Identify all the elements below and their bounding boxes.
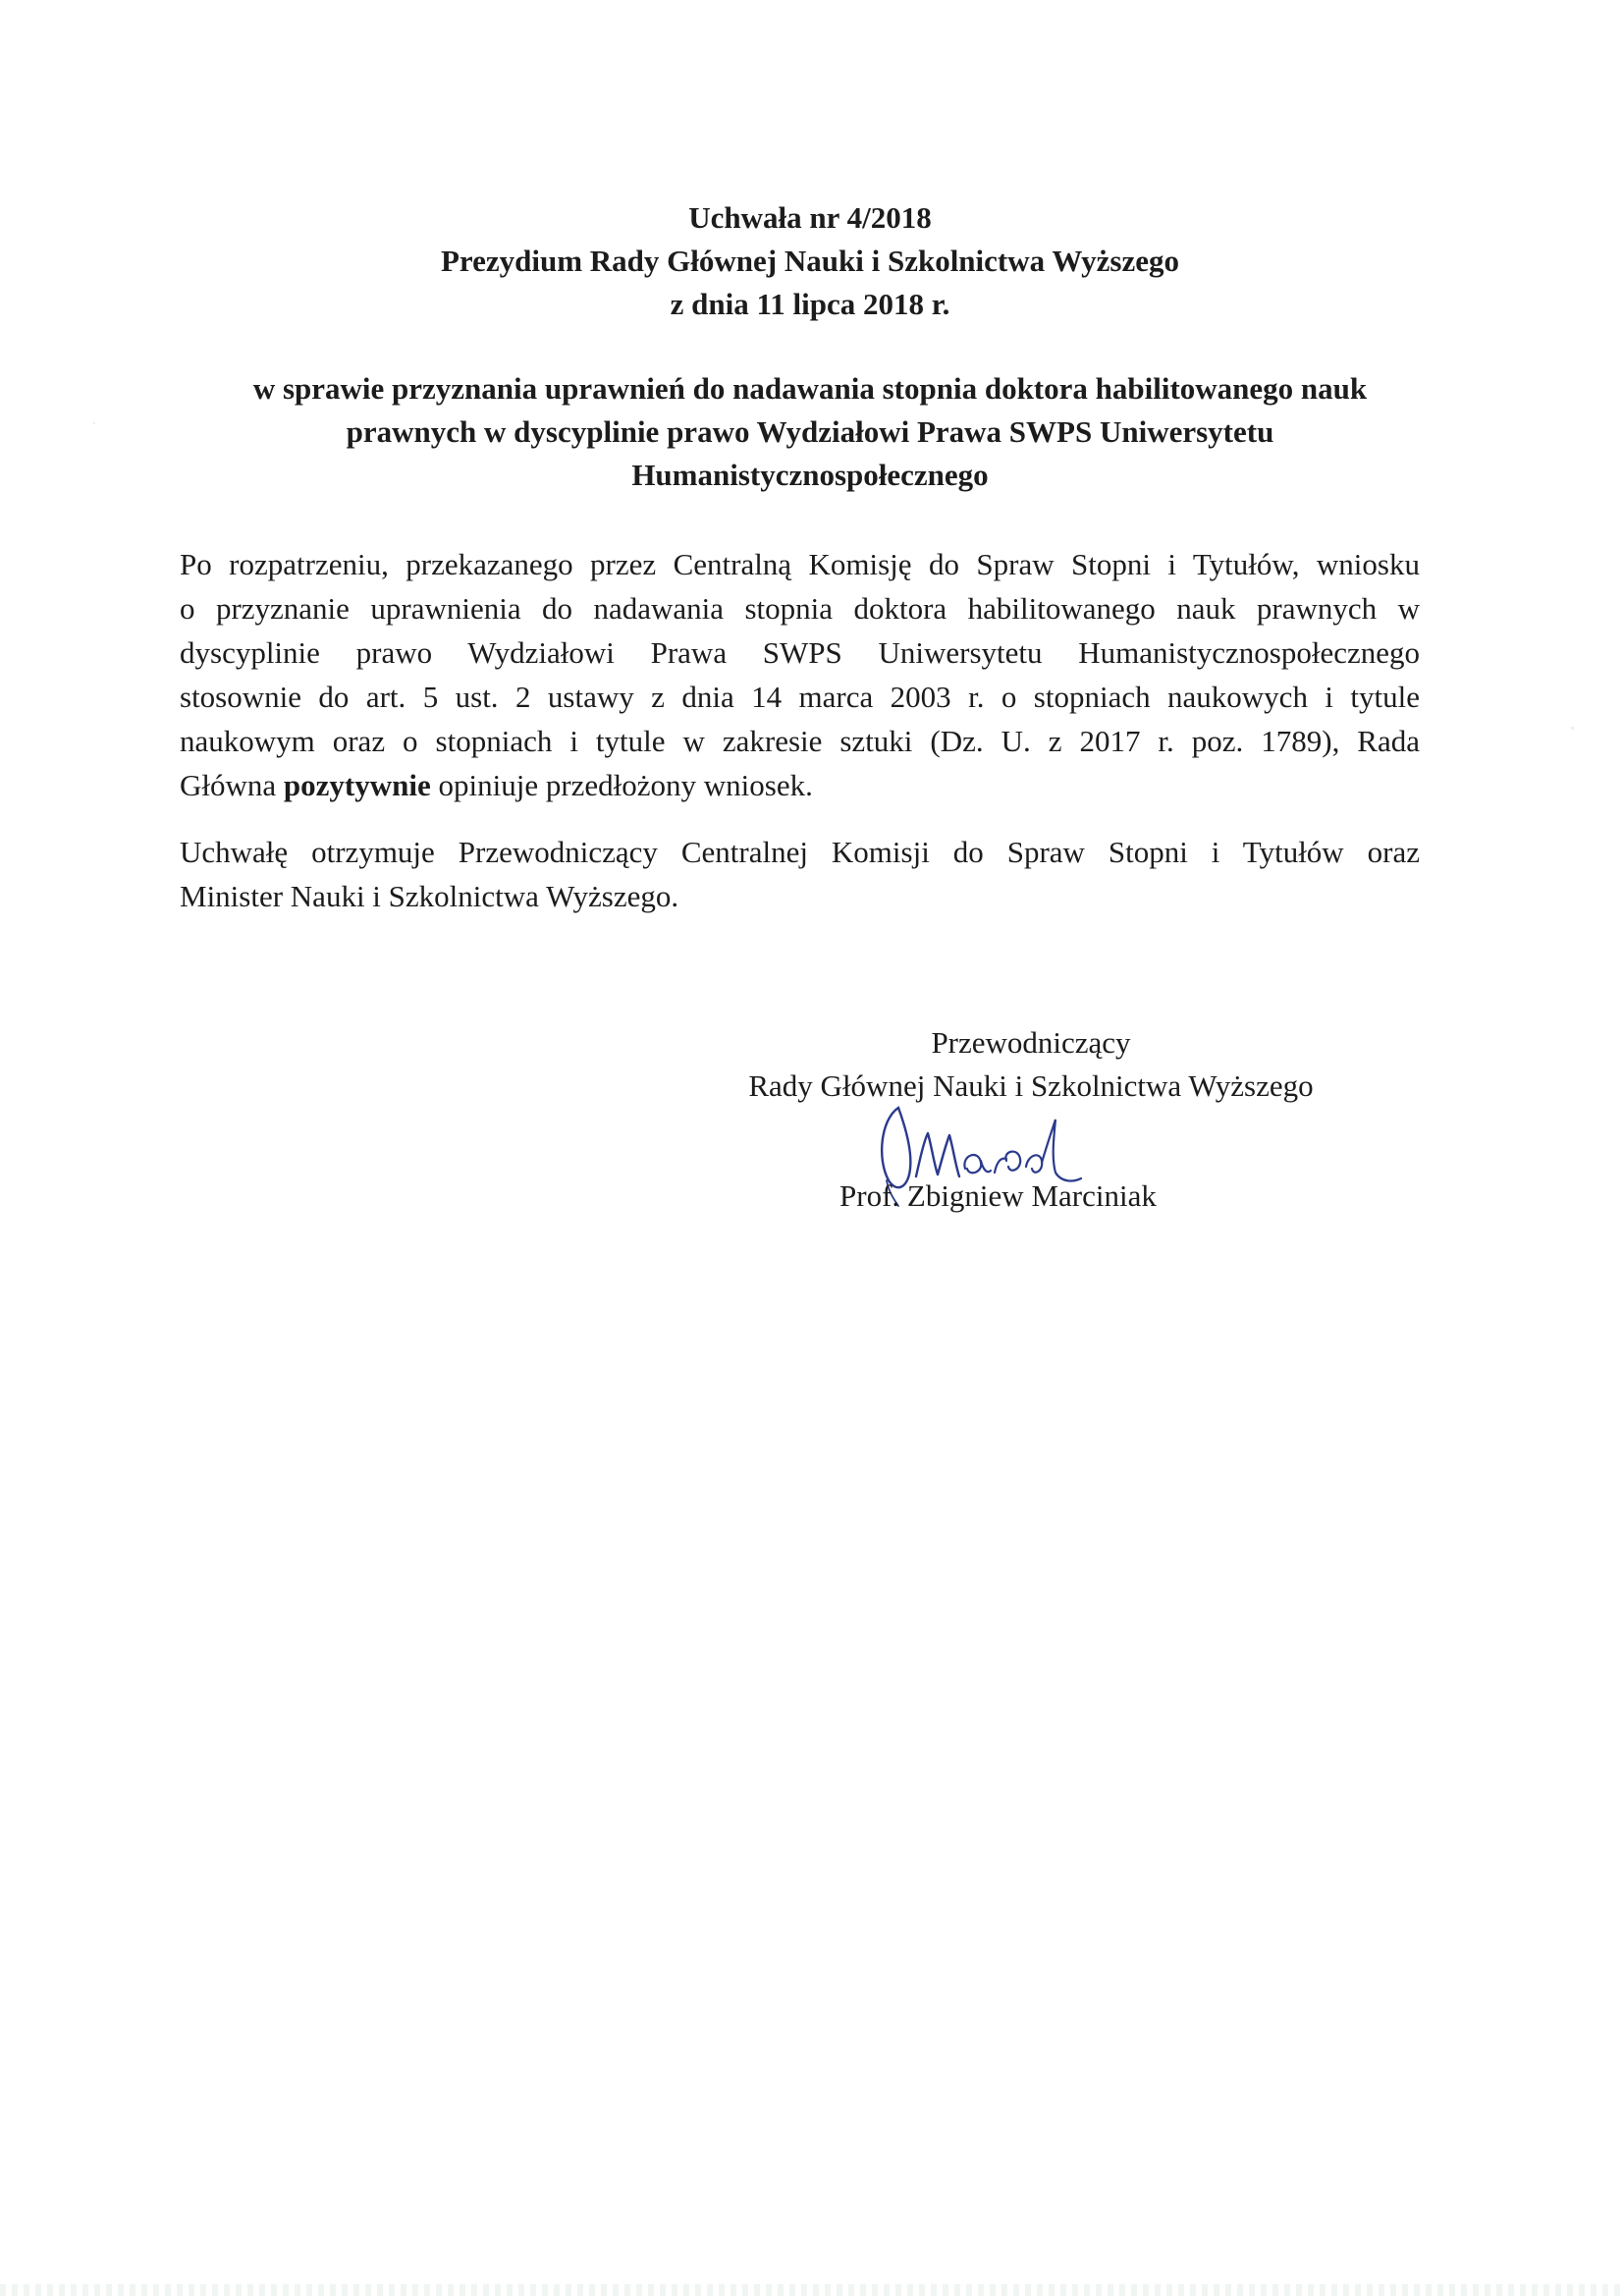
paragraph-line: Minister Nauki i Szkolnictwa Wyższego. bbox=[180, 879, 679, 913]
issuing-body: Prezydium Rady Głównej Nauki i Szkolnictwa Wyższego bbox=[440, 244, 1180, 278]
paragraph-line bbox=[180, 763, 1420, 807]
resolution-date: z dnia 11 lipca 2018 r. bbox=[670, 287, 950, 321]
subject-line: Humanistycznospołecznego bbox=[631, 458, 989, 492]
paragraph-line: Po rozpatrzeniu, przekazanego przez Centralną Komisję do Spraw Stopni i Tytułów, wniosku bbox=[180, 547, 1420, 581]
paragraph-text: Główna bbox=[180, 768, 277, 802]
resolution-number: Uchwała nr 4/2018 bbox=[688, 200, 932, 235]
paragraph-line: naukowym oraz o stopniach i tytule w zakresie sztuki (Dz. U. z 2017 r. poz. 1789), Rada bbox=[180, 724, 1420, 758]
body-paragraph-2 bbox=[180, 830, 1420, 918]
emphasis-positive: pozytywnie bbox=[283, 768, 431, 802]
subject-line: prawnych w dyscyplinie prawo Wydziałowi Prawa SWPS Uniwersytetu bbox=[346, 414, 1274, 449]
body-paragraph-1 bbox=[180, 542, 1420, 807]
paragraph-line: Uchwałę otrzymuje Przewodniczący Centralnej Komisji do Spraw Stopni i Tytułów oraz bbox=[180, 835, 1420, 869]
signatory-institution: Rady Głównej Nauki i Szkolnictwa Wyższego bbox=[748, 1068, 1314, 1103]
signatory-name: Prof. Zbigniew Marciniak bbox=[839, 1178, 1157, 1213]
paragraph-line: dyscyplinie prawo Wydziałowi Prawa SWPS Uniwersytetu Humanistycznospołecznego bbox=[180, 635, 1420, 670]
paragraph-line: stosownie do art. 5 ust. 2 ustawy z dnia 14 marca 2003 r. o stopniach naukowych i tytule bbox=[180, 680, 1420, 714]
scan-artifact bbox=[93, 422, 95, 424]
scan-bottom-edge bbox=[0, 2284, 1623, 2296]
resolution-header bbox=[147, 196, 1473, 326]
scan-artifact bbox=[1571, 727, 1574, 730]
signatory-title: Przewodniczący bbox=[931, 1025, 1131, 1060]
paragraph-line: o przyznanie uprawnienia do nadawania stopnia doktora habilitowanego nauk prawnych w bbox=[180, 591, 1420, 626]
resolution-subject bbox=[147, 367, 1473, 497]
subject-line: w sprawie przyznania uprawnień do nadawania stopnia doktora habilitowanego nauk bbox=[252, 371, 1368, 406]
paragraph-text: opiniuje przedłożony wniosek. bbox=[438, 768, 813, 802]
